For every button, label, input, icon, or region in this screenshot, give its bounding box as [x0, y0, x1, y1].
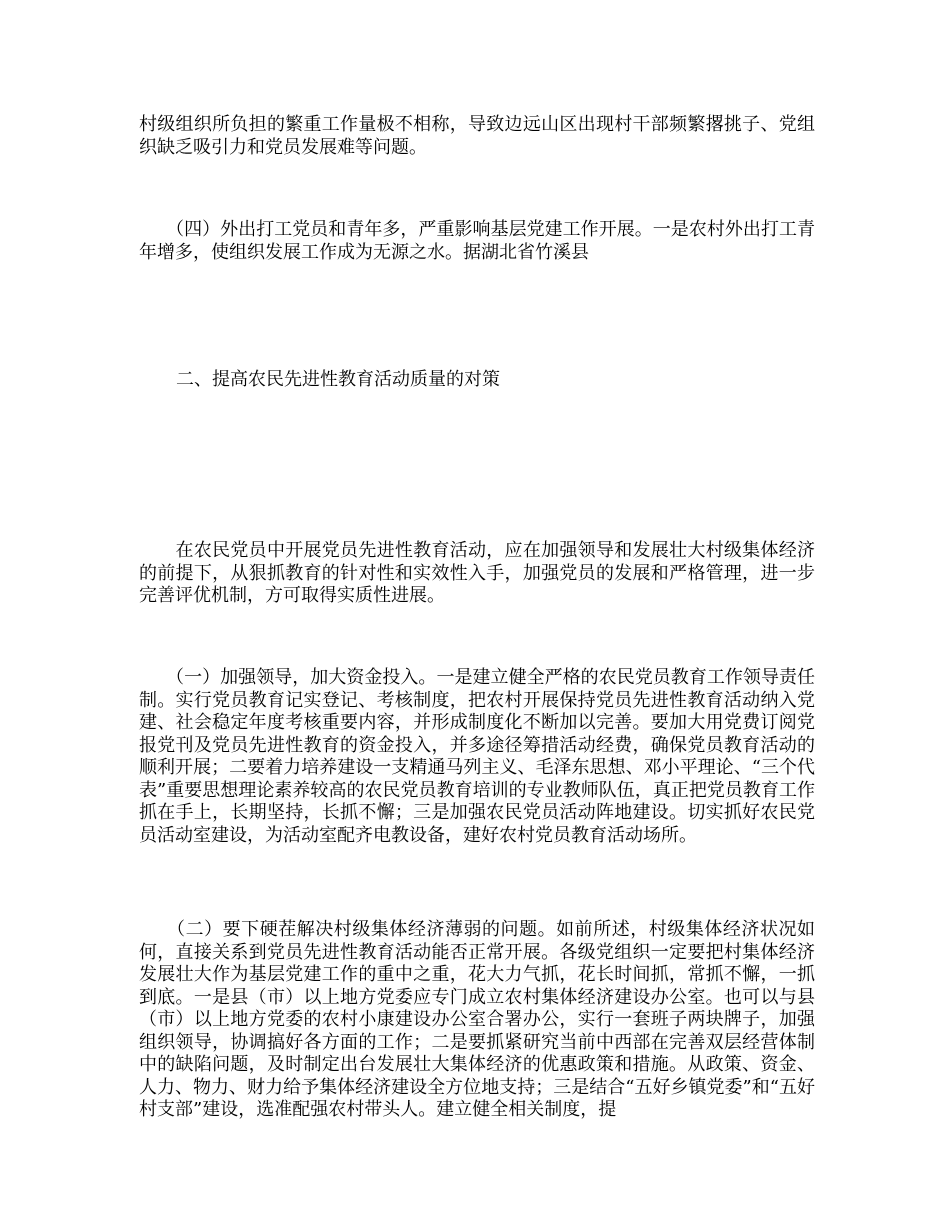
paragraph-item-one: （一）加强领导，加大资金投入。一是建立健全严格的农民党员教育工作领导责任制。实行党员教育记实登记、考核制度，把农村开展保持党员先进性教育活动纳入党建、社会稳定年度考核重要内容，并形成制度化不断加以完善。要加大用党费订阅党报党刊及党员先进性教育的资金投入，并多途径筹措活动经费，确保党员教育活动的顺利开展；二要着力培养建设一支精通马列主义、毛泽东思想、邓小平理论、“三个代表”重要思想理论素养较高的农民党员教育培训的专业教师队伍，真正把党员教育工作抓在手上，长期坚持，长抓不懈；三是加强农民党员活动阵地建设。切实抓好农民党员活动室建设，为活动室配齐电教设备，建好农村党员教育活动场所。 [139, 667, 815, 846]
paragraph-section-four: （四）外出打工党员和青年多，严重影响基层党建工作开展。一是农村外出打工青年增多，使组织发展工作成为无源之水。据湖北省竹溪县 [139, 219, 815, 263]
section-heading: 二、提高农民先进性教育活动质量的对策 [176, 369, 500, 390]
paragraph-continuation: 村级组织所负担的繁重工作量极不相称，导致边远山区出现村干部频繁撂挑子、党组织缺乏吸引力和党员发展难等问题。 [139, 114, 815, 158]
paragraph-intro: 在农民党员中开展党员先进性教育活动，应在加强领导和发展壮大村级集体经济的前提下，从狠抓教育的针对性和实效性入手，加强党员的发展和严格管理，进一步完善评优机制，方可取得实质性进展。 [139, 540, 815, 606]
paragraph-item-two: （二）要下硬茬解决村级集体经济薄弱的问题。如前所述，村级集体经济状况如何，直接关系到党员先进性教育活动能否正常开展。各级党组织一定要把村集体经济发展壮大作为基层党建工作的重中之重，花大力气抓，花长时间抓，常抓不懈，一抓到底。一是县（市）以上地方党委应专门成立农村集体经济建设办公室。也可以与县（市）以上地方党委的农村小康建设办公室合署办公，实行一套班子两块牌子，加强组织领导，协调搞好各方面的工作；二是要抓紧研究当前中西部在完善双层经营体制中的缺陷问题，及时制定出台发展壮大集体经济的优惠政策和措施。从政策、资金、人力、物力、财力给予集体经济建设全方位地支持；三是结合“五好乡镇党委”和“五好村支部”建设，选准配强农村带头人。建立健全相关制度，提 [139, 919, 815, 1120]
